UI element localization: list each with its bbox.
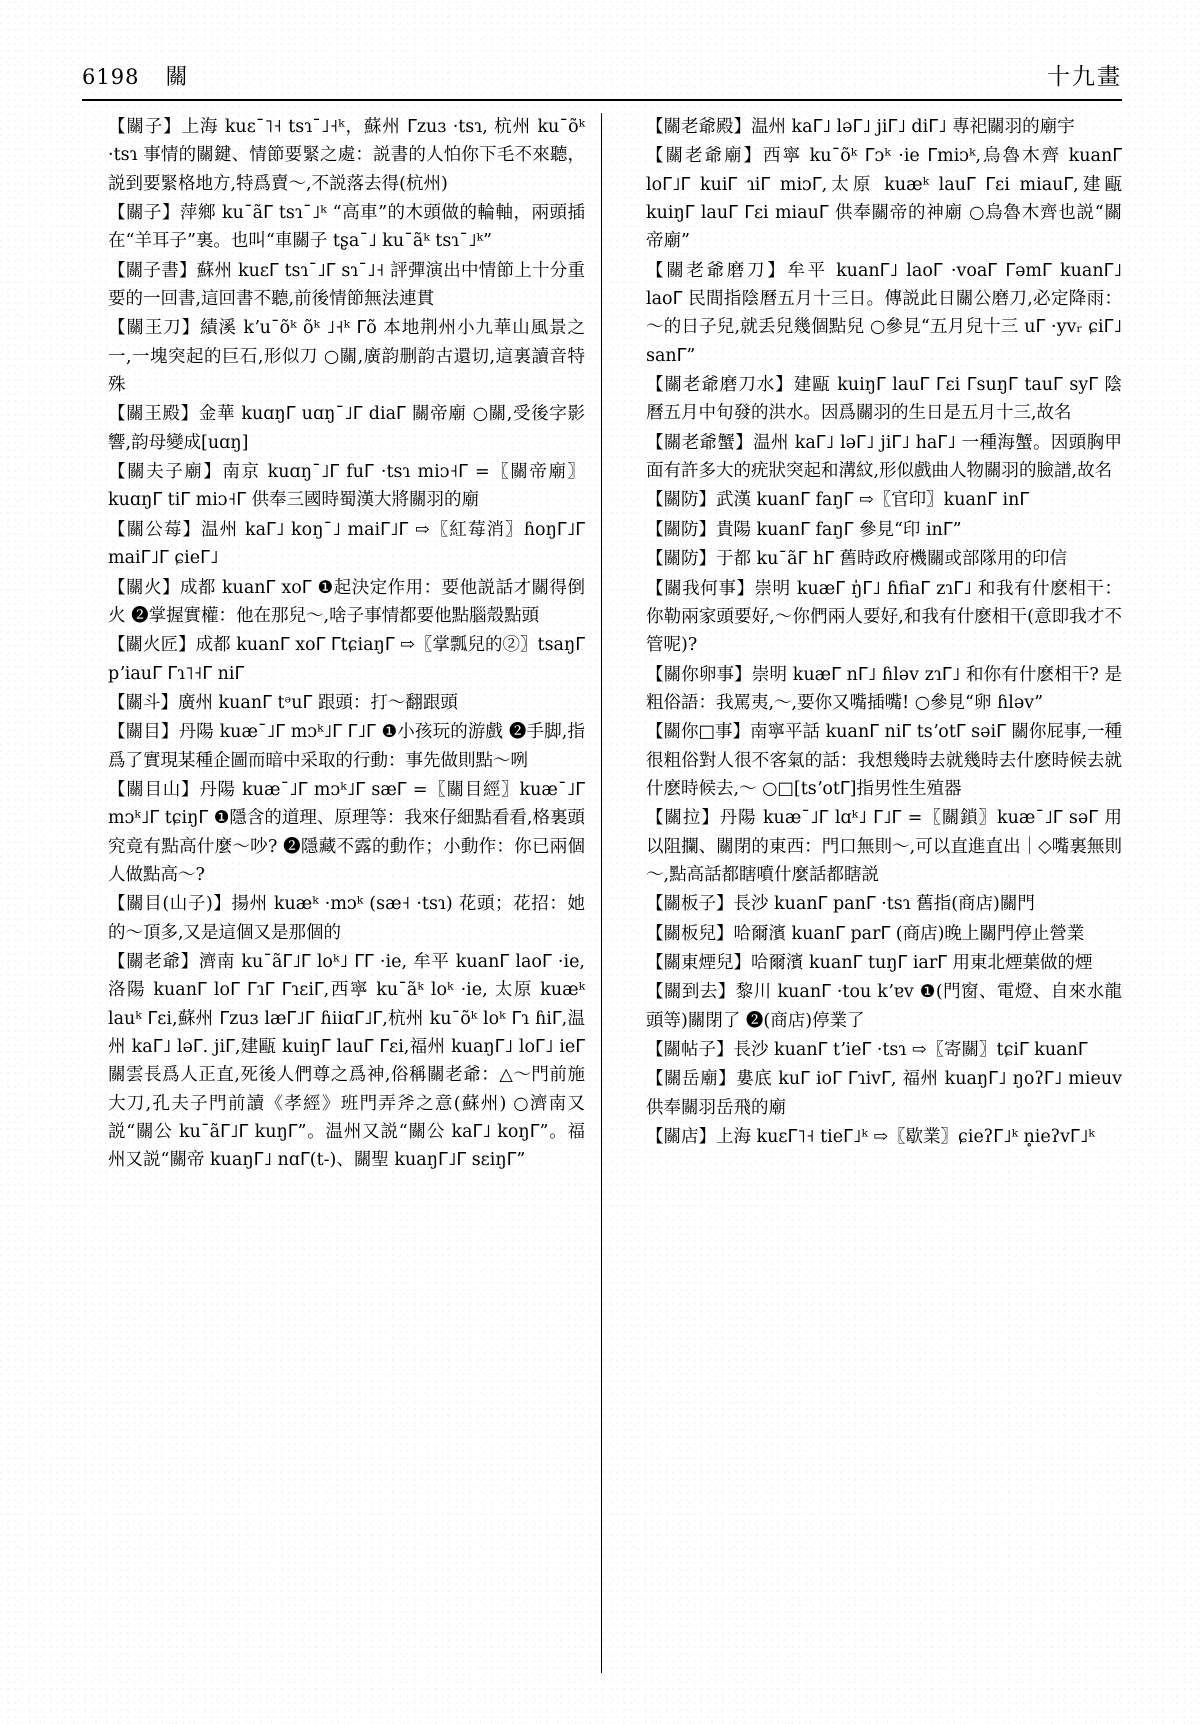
dictionary-entry: 【關王殿】金華 kuɑŋᒥ uɑŋˉ˩ᒥ diaᒥ 關帝廟 ○關,受後字影響,韵母變成[uɑŋ] xyxy=(108,404,585,453)
left-column xyxy=(82,113,602,1673)
dictionary-entry: 【關公莓】温州 kaᒥ˩ koŋˉ˩ maiᒥ˩ᒥ ⇨〖紅莓消〗ɦoŋᒥ˩ᒥ maiᒥ˩ᒥ ɕieᒥ˩ xyxy=(108,519,585,569)
dictionary-entry: 【關拉】丹陽 kuæˉ˩ᒥ lɑᵏ˩ ᒥ˩ᒥ =〖關鎖〗kuæˉ˩ᒥ səᒥ 用以阻攔、關閉的東西：門口無則～,可以直進直出｜◇嘴裏無則～,點高話都瞎噴什麼話都瞎説 xyxy=(646,808,1122,885)
dictionary-entry: 【關防】武漢 kuanᒥ faŋᒥ ⇨〖官印〗kuanᒥ inᒥ xyxy=(646,490,1030,511)
dictionary-entry: 【關王刀】績溪 kʼuˉõᵏ õᵏ ˩˧ᵏ ᒥõ 本地荆州小九華山風景之一,一塊突起的巨石,形似刀 ○關,廣韵删韵古還切,這裏讀音特殊 xyxy=(108,318,585,396)
dictionary-entry: 【關目(山子)】揚州 kuæᵏ ·mᴐᵏ (sæ˧ ·tsɿ) 花頭；花招：她的～頂多,又是這個又是那個的 xyxy=(108,894,585,943)
header-rule xyxy=(82,99,1122,101)
section-label: 十九畫 xyxy=(1047,64,1122,90)
dictionary-entry: 【關夫子廟】南京 kuɑŋˉ˩ᒥ fuᒥ ·tsɿ miᴐ˧ᒥ =〖關帝廟〗kuɑŋᒥ tiᒥ miᴐ˧ᒥ 供奉三國時蜀漢大將關羽的廟 xyxy=(108,462,585,511)
dictionary-entry: 【關火】成都 kuanᒥ xoᒥ ❶起決定作用：要他説話才關得倒火 ❷掌握實權：他在那兒～,啥子事情都要他點腦殼點頭 xyxy=(108,577,585,626)
right-column xyxy=(602,113,1122,1673)
dictionary-entry: 【關我何事】崇明 kuæᒥ ŋ̍ᒥ˩ ɦfiaᒥ zɿᒥ˩ 和我有什麽相干：你勒兩家頭要好,～你們兩人要好,和我有什麽相干(意即我才不管呢)? xyxy=(646,578,1122,656)
dictionary-entry: 【關子書】蘇州 kuɛᒥ tsɿˉ˩ᒥ sɿˉ˩˧ 評彈演出中情節上十分重要的一回書,這回書不聽,前後情節無法連貫 xyxy=(108,260,585,310)
dictionary-entry: 【關老爺磨刀水】建甌 kuiŋᒥ lauᒥ ᒥɛi ᒥsuŋᒥ tauᒥ syᒥ 陰曆五月中旬發的洪水。因爲關羽的生日是五月十三,故名 xyxy=(646,375,1122,424)
dictionary-entry: 【關老爺】濟南 kuˉãᒥ˩ᒥ loᵏ˩ ᒥᒥ ·ie, 牟平 kuanᒥ laoᒥ ·ie, 洛陽 kuanᒥ loᒥ ᒥɿᒥ ᒥɿɛiᒥ,西寧 kuˉãᵏ loᵏ ·ie, 太原 kuæᵏ lauᵏ ᒥɛi,蘇州 ᒥzuɜ læᒥ˩ᒥ ɦiiɑᒥ˩ᒥ,杭州 kuˉõᵏ loᵏ ᒥɿ ɦiᒥ,温州 kaᒥ˩ ləᒥ. jiᒥ,建甌 kuiŋᒥ lauᒥ ᒥɛi,福州 kuaŋᒥ˩ loᒥ˩ ieᒥ 關雲長爲人正直,死後人們尊之爲神,俗稱關老爺：△～門前施大刀,孔夫子門前讀《孝經》班門弄斧之意(蘇州) ○濟南又説“關公 kuˉãᒥ˩ᒥ kuŋᒥ”。温州又説“關公 kaᒥ˩ koŋᒥ”。福州又説“關帝 kuaŋᒥ˩ nɑᒥ(t-)、關聖 kuaŋᒥ˩ᒥ sɛiŋᒥ” xyxy=(108,951,585,1171)
dictionary-entry: 【關帖子】長沙 kuanᒥ tʼieᒥ ·tsɿ ⇨〖寄關〗tɕiᒥ kuanᒥ xyxy=(646,1040,1088,1060)
dictionary-entry: 【關岳廟】婁底 kuᒥ ioᒥ ᒥɿiᴠᒥ, 福州 kuaŋᒥ˩ ŋoʔᒥ˩ mieuᴠ 供奉關羽岳飛的廟 xyxy=(646,1069,1122,1118)
dictionary-entry: 【關老爺磨刀】牟平 kuanᒥ˩ laoᒥ ·ᴠoaᒥ ᒥəmᒥ kuanᒥ˩ laoᒥ 民間指陰曆五月十三日。傳説此日關公磨刀,必定降雨：～的日子兒,就丢兒幾個點兒 ○參見“五月兒十三 uᒥ ·yᴠᵣ ɕiᒥ˩ sanᒥ” xyxy=(646,260,1122,366)
page-number: 6198 xyxy=(82,65,140,89)
dictionary-entry: 【關目山】丹陽 kuæˉ˩ᒥ mᴐᵏ˩ᒥ sæᒥ =〖關目經〗kuæˉ˩ᒥ mᴐᵏ˩ᒥ tɕiŋᒥ ❶隱含的道理、原理等：我來仔細點看看,格裏頭究竟有點高什麼～吵? ❷隱藏不露的動作；小動作：你已兩個人做點高～? xyxy=(108,779,585,885)
dictionary-entry: 【關老爺殿】温州 kaᒥ˩ ləᒥ˩ jiᒥ˩ diᒥ˩ 專祀關羽的廟宇 xyxy=(646,117,1075,137)
dictionary-entry: 【關你卵事】崇明 kuæᒥ nᒥ˩ ɦləᴠ zɿᒥ˩ 和你有什麽相干? 是粗俗語：我罵夷,～,要你又嘴插嘴! ○參見“卵 ɦləᴠ” xyxy=(646,664,1122,713)
dictionary-entry: 【關防】貴陽 kuanᒥ faŋᒥ 參見“印 inᒥ” xyxy=(646,519,962,540)
dictionary-entry: 【關你□事】南寧平話 kuanᒥ niᒥ tsʼotᒥ səiᒥ 關你屁事,一種很粗俗對人很不客氣的話：我想幾時去就幾時去什麽時候去就什麽時候去,～ ○□[tsʼotᒥ]指男性生殖器 xyxy=(646,722,1122,799)
dictionary-entry: 【關板子】長沙 kuanᒥ panᒥ ·tsɿ 舊指(商店)關門 xyxy=(646,894,1035,915)
folio-left xyxy=(82,60,187,91)
body-columns xyxy=(82,113,1122,1673)
dictionary-entry: 【關老爺蟹】温州 kaᒥ˩ ləᒥ˩ jiᒥ˩ haᒥ˩ 一種海蟹。因頭胸甲面有許多大的疣狀突起和溝紋,形似戲曲人物關羽的臉譜,故名 xyxy=(646,432,1122,482)
radical-char: 關 xyxy=(165,65,188,90)
dictionary-entry: 【關到去】黎川 kuanᒥ ·tou kʼɐᴠ ❶(門窗、電燈、自來水龍頭等)關閉了 ❷(商店)停業了 xyxy=(646,982,1122,1031)
dictionary-entry: 【關子】萍鄉 kuˉãᒥ tsɿˉ˩ᵏ “高車”的木頭做的輪軸，兩頭插在“羊耳子”裏。也叫“車關子 tʂaˉ˩ kuˉãᵏ tsɿˉ˩ᵏ” xyxy=(108,203,585,252)
dictionary-entry: 【關目】丹陽 kuæˉ˩ᒥ mᴐᵏ˩ᒥ ᒥ˩ᒥ ❶小孩玩的游戲 ❷手脚,指爲了實現某種企圖而暗中采取的行動：事先做則點～咧 xyxy=(108,722,585,771)
dictionary-entry: 【關老爺廟】西寧 kuˉõᵏ ᒥᴐᵏ ·ie ᒥmiᴐᵏ,烏魯木齊 kuanᒥ loᒥ˩ᒥ kuiᒥ ɿiᒥ miᴐᒥ,太原 kuæᵏ lauᒥ ᒥɛi miauᒥ,建甌 kuiŋᒥ lauᒥ ᒥɛi miauᒥ 供奉關帝的神廟 ○烏魯木齊也説“關帝廟” xyxy=(646,146,1122,252)
dictionary-entry: 【關板兒】哈爾濱 kuanᒥ parᒥ (商店)晚上關門停止營業 xyxy=(646,923,1085,944)
dictionary-entry: 【關斗】廣州 kuanᒥ tᵊuᒥ 跟頭：打～翻跟頭 xyxy=(108,692,458,713)
dictionary-entry: 【關店】上海 kuɛᒥ˥˧ tieᒥ˩ᵏ ⇨〖歇業〗ɕieʔᒥ˩ᵏ n̥ieʔᴠᒥ˩ᵏ xyxy=(646,1127,1095,1148)
dictionary-entry: 【關東煙兒】哈爾濱 kuanᒥ tuŋᒥ iarᒥ 用東北煙葉做的煙 xyxy=(646,952,1093,973)
dictionary-entry: 【關子】上海 kuɛˉ˥˧ tsɿˉ˩˧ᵏ，蘇州 ᒥzuɜ ·tsɿ, 杭州 kuˉõᵏ ·tsɿ 事情的關鍵、情節要緊之處：説書的人怕你下毛不來聽，説到要緊格地方,特爲賣～,不説落去得(杭州) xyxy=(108,117,585,194)
dictionary-entry: 【關火匠】成都 kuanᒥ xoᒥ ᒥtɕiaŋᒥ ⇨〖掌瓢兒的②〗tsaŋᒥ pʼiauᒥ ᒥɿ˥˧ᒥ niᒥ xyxy=(108,635,585,684)
page-header xyxy=(82,58,1122,97)
dictionary-entry: 【關防】于都 kuˉãᒥ hᒥ 舊時政府機關或部隊用的印信 xyxy=(646,549,1068,570)
